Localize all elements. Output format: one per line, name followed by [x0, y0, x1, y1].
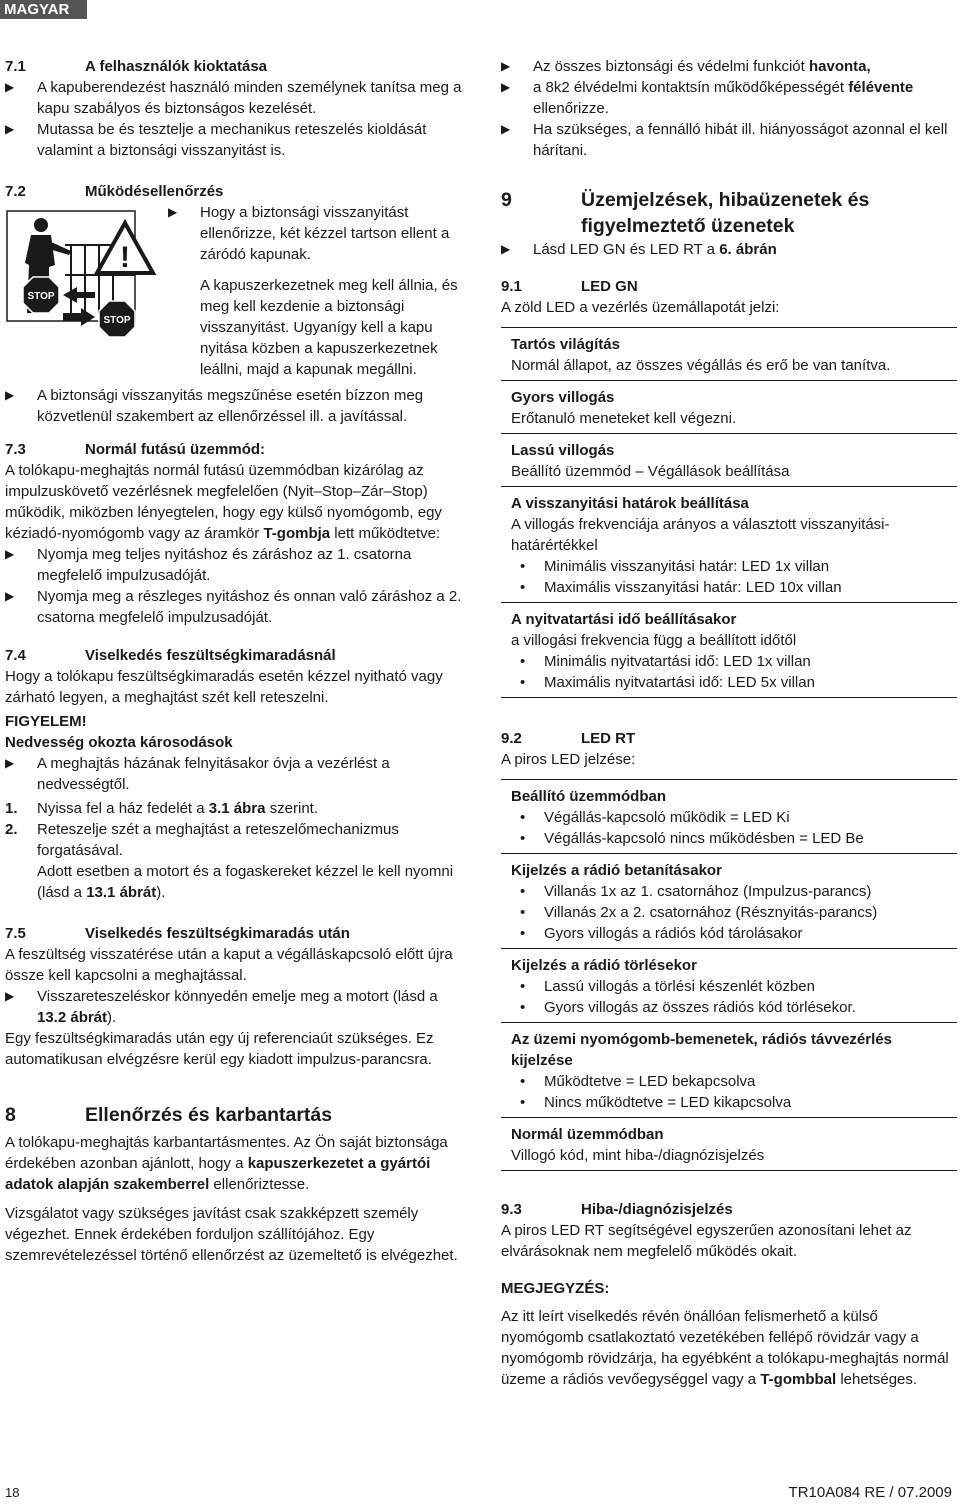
text-run: Visszareteszeléskor könnyedén emelje meg a motort (lásd a — [37, 988, 438, 1005]
status-box-text: Erőtanuló meneteket kell végezni. — [511, 410, 737, 427]
section-title: Viselkedés feszültségkimaradásnál — [85, 647, 336, 664]
section-title: LED RT — [581, 730, 636, 747]
bullet-item — [5, 986, 465, 1028]
paragraph — [5, 1132, 465, 1195]
section-number: 9.1 — [501, 278, 522, 295]
text-run: ). — [107, 1009, 117, 1026]
dot-bullet-icon: • — [520, 904, 526, 921]
text-run-bold: T-gombbal — [760, 1371, 837, 1388]
status-box — [501, 603, 957, 698]
left-column — [5, 56, 465, 1266]
dot-bullet-item — [511, 1092, 947, 1113]
dot-bullet-text: Végállás-kapcsoló nincs működésben = LED Be — [544, 830, 864, 847]
section-title: A felhasználók kioktatása — [85, 58, 268, 75]
section-7-2-text — [168, 202, 465, 380]
section-8-heading — [5, 1102, 465, 1128]
paragraph: Hogy a tolókapu feszültségkimaradás esetén kézzel nyitható vagy zárható legyen, a meghajtást szét kell reteszelni. — [5, 668, 443, 706]
text-run: ellenőrizze. — [533, 100, 609, 117]
dot-bullet-item — [511, 807, 947, 828]
bullet-text: A kapuberendezést használó minden személynek tanítsa meg a kapu szabályos és biztonságos kezelését. — [37, 79, 462, 117]
text-run: ). — [156, 884, 166, 901]
section-number: 7.2 — [5, 183, 26, 200]
triangle-bullet-icon: ▶ — [5, 989, 15, 1003]
bullet-text: A meghajtás házának felnyitásakor óvja a vezérlést a nedvességtől. — [37, 755, 390, 793]
bullet-item — [5, 544, 465, 586]
led-gn-table — [501, 327, 957, 698]
dot-bullet-item — [511, 976, 947, 997]
triangle-bullet-icon: ▶ — [5, 80, 15, 94]
bullet-item — [168, 202, 465, 265]
document-code: TR10A084 RE / 07.2009 — [788, 1484, 952, 1501]
bullet-text: Hogy a biztonsági visszanyitást ellenőrizze, két kézzel tartson ellent a záródó kapunak. — [200, 204, 450, 263]
dot-bullet-text: Gyors villogás az összes rádiós kód törlésekor. — [544, 999, 856, 1016]
step-note — [37, 861, 465, 903]
safety-figure — [5, 205, 165, 340]
section-7-2-heading — [5, 181, 465, 202]
text-run-bold: kapuszerkezetet a gyártói adatok alapján szakemberrel — [5, 1155, 431, 1193]
section-title: Hiba-/diagnózisjelzés — [581, 1201, 733, 1218]
stop-label: STOP — [27, 291, 55, 302]
bullet-item — [501, 77, 957, 119]
triangle-bullet-icon: ▶ — [501, 59, 511, 73]
text-run-bold: havonta, — [808, 58, 871, 75]
text-run-bold: 13.1 ábrát — [86, 884, 157, 901]
status-box-title: Normál üzemmódban — [511, 1126, 664, 1143]
dot-bullet-item — [511, 902, 947, 923]
dot-bullet-icon: • — [520, 1073, 526, 1090]
bullet-text — [533, 239, 777, 260]
status-box — [501, 1023, 957, 1118]
dot-bullet-item — [511, 997, 947, 1018]
step-text — [37, 798, 318, 819]
dot-bullet-icon: • — [520, 978, 526, 995]
step-number: 2. — [5, 821, 18, 838]
section-9-1-heading — [501, 276, 957, 297]
status-box-text: a villogási frekvencia függ a beállított időtől — [511, 632, 797, 649]
led-rt-table — [501, 779, 957, 1171]
section-number: 7.3 — [5, 441, 26, 458]
section-7-2-body — [5, 202, 465, 380]
triangle-bullet-icon: ▶ — [5, 388, 15, 402]
gate-illustration — [5, 205, 165, 340]
section-number: 7.4 — [5, 647, 26, 664]
paragraph: Egy feszültségkimaradás után egy új referenciaút szükséges. Ez automatikusan elvégzésre kerül egy kiadott impulzus-parancsra. — [5, 1030, 434, 1068]
dot-bullet-icon: • — [520, 579, 526, 596]
section-number: 9 — [501, 189, 512, 211]
status-box-title: Kijelzés a rádió törlésekor — [511, 957, 697, 974]
triangle-bullet-icon: ▶ — [5, 122, 15, 136]
status-box-title: Az üzemi nyomógomb-bemenetek, rádiós távvezérlés kijelzése — [511, 1031, 892, 1069]
text-run-bold: T-gombja — [263, 525, 331, 542]
dot-bullet-icon: • — [520, 999, 526, 1016]
dot-bullet-text: Maximális visszanyitási határ: LED 10x villan — [544, 579, 842, 596]
text-run-bold: 13.2 ábrát — [37, 1009, 108, 1026]
status-box-text: Normál állapot, az összes végállás és erő be van tanítva. — [511, 357, 891, 374]
status-box-title: A nyitvatartási idő beállításakor — [511, 611, 737, 628]
status-box — [501, 1118, 957, 1171]
dot-bullet-text: Nincs működtetve = LED kikapcsolva — [544, 1094, 792, 1111]
section-title: LED GN — [581, 278, 638, 295]
dot-bullet-icon: • — [520, 1094, 526, 1111]
text-run: Nyissa fel a ház fedelét a — [37, 800, 209, 817]
status-box — [501, 854, 957, 949]
triangle-bullet-icon: ▶ — [501, 122, 511, 136]
dot-bullet-icon: • — [520, 809, 526, 826]
dot-bullet-item — [511, 556, 947, 577]
section-number: 7.5 — [5, 925, 26, 942]
bullet-item — [501, 239, 957, 260]
text-run: ellenőriztesse. — [209, 1176, 310, 1193]
section-number: 9.3 — [501, 1201, 522, 1218]
warning-triangle-icon — [97, 223, 153, 274]
status-box-title: Lassú villogás — [511, 442, 615, 459]
bullet-item — [5, 753, 465, 795]
dot-bullet-icon: • — [520, 925, 526, 942]
section-number: 9.2 — [501, 730, 522, 747]
step-item — [5, 819, 465, 861]
status-box-title: Tartós világítás — [511, 336, 620, 353]
text-run-bold: 3.1 ábra — [208, 800, 266, 817]
stop-sign-icon — [99, 301, 135, 337]
dot-bullet-item — [511, 651, 947, 672]
section-number: 8 — [5, 1104, 16, 1126]
status-box — [501, 779, 957, 854]
bullet-text — [533, 56, 871, 77]
bullet-text: Mutassa be és tesztelje a mechanikus reteszelés kioldását valamint a biztonsági visszanyitást is. — [37, 121, 427, 159]
status-box-text: A villogás frekvenciája arányos a választott visszanyitási-határértékkel — [511, 516, 890, 554]
status-box-title: Gyors villogás — [511, 389, 615, 406]
bullet-item — [501, 56, 957, 77]
dot-bullet-text: Lassú villogás a törlési készenlét közben — [544, 978, 815, 995]
paragraph — [5, 460, 465, 544]
stop-sign-icon — [23, 277, 59, 313]
warning-label: FIGYELEM! — [5, 713, 87, 730]
bullet-text: Ha szükséges, a fennálló hibát ill. hiányosságot azonnal el kell hárítani. — [533, 121, 948, 159]
dot-bullet-text: Működtetve = LED bekapcsolva — [544, 1073, 756, 1090]
section-7-4-heading — [5, 645, 465, 666]
dot-bullet-item — [511, 672, 947, 693]
status-box — [501, 327, 957, 381]
text-run-bold: félévente — [848, 79, 914, 96]
text-run: Az itt leírt viselkedés révén önállóan felismerhető a külső nyomógomb csatlakoztató vezetékében fellépő rövidzár vagy a nyomógomb rövidzárja, ha egyébként a tolókapu-meghajtás normál üzeme a rádiós vevőegységgel vagy a — [501, 1308, 949, 1388]
section-title: Viselkedés feszültségkimaradás után — [85, 925, 350, 942]
dot-bullet-item — [511, 923, 947, 944]
paragraph: A piros LED jelzése: — [501, 751, 636, 768]
text-run: a 8k2 élvédelmi kontaktsín működőképességét — [533, 79, 849, 96]
bullet-item — [5, 119, 465, 161]
status-box — [501, 434, 957, 487]
text-run-bold: 6. ábrán — [719, 241, 777, 258]
dot-bullet-text: Maximális nyitvatartási idő: LED 5x villan — [544, 674, 815, 691]
text-run: szerint. — [265, 800, 318, 817]
dot-bullet-icon: • — [520, 653, 526, 670]
bullet-item — [501, 119, 957, 161]
triangle-bullet-icon: ▶ — [168, 205, 178, 219]
section-7-5-heading — [5, 923, 465, 944]
text-run: Lásd LED GN és LED RT a — [533, 241, 720, 258]
bullet-item — [5, 77, 465, 119]
dot-bullet-icon: • — [520, 883, 526, 900]
dot-bullet-text: Minimális visszanyitási határ: LED 1x villan — [544, 558, 830, 575]
paragraph: A kapuszerkezetnek meg kell állnia, és meg kell kezdenie a biztonsági visszanyitást. Ugyanígy kell a kapu nyitása közben a kapuszerkezetnek leállni, majd a kapunak megállni. — [200, 277, 458, 378]
dot-bullet-item — [511, 1071, 947, 1092]
paragraph: A zöld LED a vezérlés üzemállapotát jelzi: — [501, 299, 780, 316]
dot-bullet-item — [511, 828, 947, 849]
status-box — [501, 949, 957, 1023]
triangle-bullet-icon: ▶ — [501, 80, 511, 94]
arrow-right-icon — [63, 308, 95, 326]
text-run: A tolókapu-meghajtás karbantartásmentes. Az Ön saját biztonsága érdekében azonban ajánlott, hogy a — [5, 1134, 448, 1172]
status-box — [501, 381, 957, 434]
right-column — [501, 56, 957, 1390]
bullet-item — [5, 385, 465, 427]
triangle-bullet-icon: ▶ — [501, 242, 511, 256]
bullet-text: A biztonsági visszanyitás megszűnése esetén bízzon meg közvetlenül szakembert az ellenőrzéssel ill. a javítással. — [37, 387, 424, 425]
section-7-1-heading — [5, 56, 465, 77]
step-number: 1. — [5, 800, 18, 817]
text-run: Az összes biztonsági és védelmi funkciót — [533, 58, 809, 75]
text-run: lehetséges. — [836, 1371, 918, 1388]
section-title: Normál futású üzemmód: — [85, 441, 266, 458]
triangle-bullet-icon: ▶ — [5, 756, 15, 770]
section-9-2-heading — [501, 728, 957, 749]
dot-bullet-icon: • — [520, 830, 526, 847]
note-title: MEGJEGYZÉS: — [501, 1280, 610, 1297]
status-box-title: A visszanyitási határok beállítása — [511, 495, 749, 512]
section-title: Működésellenőrzés — [85, 183, 224, 200]
section-7-3-heading — [5, 439, 465, 460]
language-tab: MAGYAR — [0, 0, 87, 19]
dot-bullet-icon: • — [520, 674, 526, 691]
paragraph: Vizsgálatot vagy szükséges javítást csak szakképzett személy végezhet. Ennek érdekében forduljon szállítójához. Egy szemrevételezéssel történő ellenőrzést az üzemeltető is elvégezhet. — [5, 1205, 458, 1264]
section-title: Üzemjelzések, hibaüzenetek és figyelmeztető üzenetek — [581, 189, 870, 237]
status-box-title: Beállító üzemmódban — [511, 788, 667, 805]
text-run: Adott esetben a motort és a fogaskereket kézzel le kell nyomni (lásd a — [37, 863, 454, 901]
triangle-bullet-icon: ▶ — [5, 589, 15, 603]
bullet-text — [533, 77, 957, 119]
arrow-left-icon — [63, 287, 95, 303]
status-box-text: Villogó kód, mint hiba-/diagnózisjelzés — [511, 1147, 765, 1164]
stop-label: STOP — [103, 315, 131, 326]
text-run: A tolókapu-meghajtás normál futású üzemmódban kizárólag az impulzuskövető vezérlésnek megfelelően (Nyit–Stop–Zár–Stop) működik, miközben lényegtelen, hogy egy külső nyomógomb, egy kéziadó-nyomógomb vagy az áramkör — [5, 462, 442, 542]
status-box-title: Kijelzés a rádió betanításakor — [511, 862, 722, 879]
text-run: lett működtetve: — [330, 525, 441, 542]
bullet-text: Nyomja meg teljes nyitáshoz és záráshoz az 1. csatorna megfelelő impulzusadóját. — [37, 546, 412, 584]
dot-bullet-text: Gyors villogás a rádiós kód tárolásakor — [544, 925, 803, 942]
paragraph: A piros LED RT segítségével egyszerűen azonosítani lehet az elvárásoknak nem megfelelő működés okait. — [501, 1222, 912, 1260]
section-9-heading — [501, 187, 957, 239]
dot-bullet-item — [511, 577, 947, 598]
warning-mark: ! — [120, 241, 130, 274]
paragraph: A feszültség visszatérése után a kaput a végálláskapcsoló előtt újra össze kell kapcsolni a meghajtással. — [5, 946, 453, 984]
step-text: Reteszelje szét a meghajtást a reteszelőmechanizmus forgatásával. — [37, 821, 399, 859]
section-number: 7.1 — [5, 58, 26, 75]
section-title: Ellenőrzés és karbantartás — [85, 1104, 333, 1126]
status-box — [501, 487, 957, 603]
page-number: 18 — [5, 1485, 20, 1500]
dot-bullet-text: Villanás 2x a 2. csatornához (Résznyitás-parancs) — [544, 904, 878, 921]
section-9-3-heading — [501, 1199, 957, 1220]
dot-bullet-icon: • — [520, 558, 526, 575]
dot-bullet-item — [511, 881, 947, 902]
bullet-text: Nyomja meg a részleges nyitáshoz és onnan való záráshoz a 2. csatorna megfelelő impulzusadóját. — [37, 588, 462, 626]
bullet-text — [37, 986, 465, 1028]
bullet-item — [5, 586, 465, 628]
dot-bullet-text: Végállás-kapcsoló működik = LED Ki — [544, 809, 790, 826]
step-item — [5, 798, 465, 819]
dot-bullet-text: Villanás 1x az 1. csatornához (Impulzus-parancs) — [544, 883, 872, 900]
note-text — [501, 1306, 957, 1390]
status-box-text: Beállító üzemmód – Végállások beállítása — [511, 463, 790, 480]
dot-bullet-text: Minimális nyitvatartási idő: LED 1x villan — [544, 653, 811, 670]
triangle-bullet-icon: ▶ — [5, 547, 15, 561]
warning-subtitle: Nedvesség okozta károsodások — [5, 734, 233, 751]
